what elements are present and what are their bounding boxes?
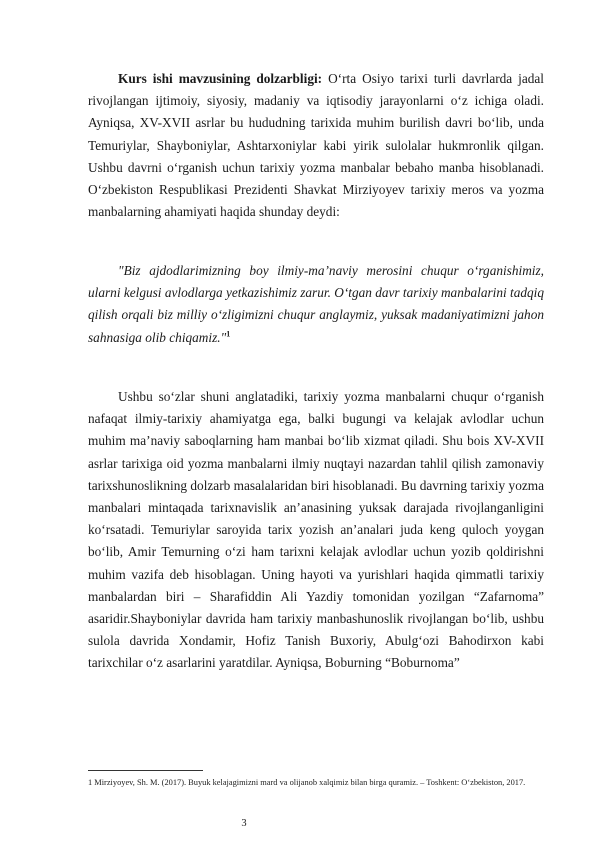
- paragraph-analysis: [88, 386, 544, 675]
- paragraph-text: O‘rta Osiyo tarixi turli davrlarda jadal rivojlangan ijtimoiy, siyosiy, madaniy va iqtisodiy jarayonlarni o‘z ichiga oladi. Ayniqsa, XV-XVII asrlar bu hududning tarixida muhim burilish davri bo‘lib, unda Temuriylar, Shayboniylar, Ashtarxoniylar kabi yirik sulolalar hukmronlik qilgan. Ushbu davrni o‘rganish uchun tarixiy yozma manbalar bebaho manba hisoblanadi. O‘zbekiston Respublikasi Prezidenti Shavkat Mirziyoyev tarixiy meros va yozma manbalarning ahamiyati haqida shunday deydi:: [88, 71, 545, 220]
- paragraph-text: Ushbu so‘zlar shuni anglatadiki, tarixiy yozma manbalarni chuqur o‘rganish nafaqat ilmiy-tarixiy ahamiyatga ega, balki bugungi va kelajak avlodlar uchun muhim ma’naviy saboqlarning ham manbai bo‘lib xizmat qiladi. Shu bois XV-XVII asrlar tarixiga oid yozma manbalarni ilmiy nuqtayi nazardan tahlil qilish zamonaviy tarixshunoslikning dolzarb masalalaridan biri hisoblanadi. Bu davrning tarixiy yozma manbalari mintaqada tarixnavislik an’anasining yuksak darajada rivojlanganligini ko‘rsatadi. Temuriylar saroyida tarix yozish an’analari juda keng quloch yoygan bo‘lib, Amir Temurning o‘zi ham tarixni kelajak avlodlar uchun yozib qoldirishni muhim vazifa deb hisoblagan. Uning hayoti va yurishlari haqida qimmatli tarixiy manbalardan biri – Sharafiddin Ali Yazdiy tomonidan yozilgan “Zafarnoma” asaridir.Shayboniylar davrida ham tarixiy manbashunoslik rivojlangan bo‘lib, ushbu sulola davrida Xondamir, Hofiz Tanish Buxoriy, Abulg‘ozi Bahodirxon kabi tarixchilar o‘z asarlarini yaratdilar. Ayniqsa, Boburning “Boburnoma”: [88, 389, 544, 671]
- page-number: 3: [241, 818, 247, 829]
- quote-text: "Biz ajdodlarimizning boy ilmiy-ma’naviy merosini chuqur o‘rganishimiz, ularni kelgusi avlodlarga yetkazishimiz zarur. O‘tgan davr tarixiy manbalarini tadqiq qilish orqali biz milliy o‘zligimizni chuqur anglaymiz, yuksak madaniyatimizni jahon sahnasiga olib chiqamiz.": [88, 263, 545, 345]
- footnote-divider: [88, 770, 203, 771]
- footnote: 1 Mirziyoyev, Sh. M. (2017). Buyuk kelajagimizni mard va olijanob xalqimiz bilan birga quramiz. – Toshkent: O‘zbekiston, 2017.: [88, 778, 526, 787]
- quote-paragraph: [88, 260, 544, 349]
- footnote-marker[interactable]: 1: [226, 329, 231, 339]
- section-lead: Kurs ishi mavzusining dolzarbligi:: [118, 71, 323, 86]
- paragraph-relevance: [88, 68, 544, 223]
